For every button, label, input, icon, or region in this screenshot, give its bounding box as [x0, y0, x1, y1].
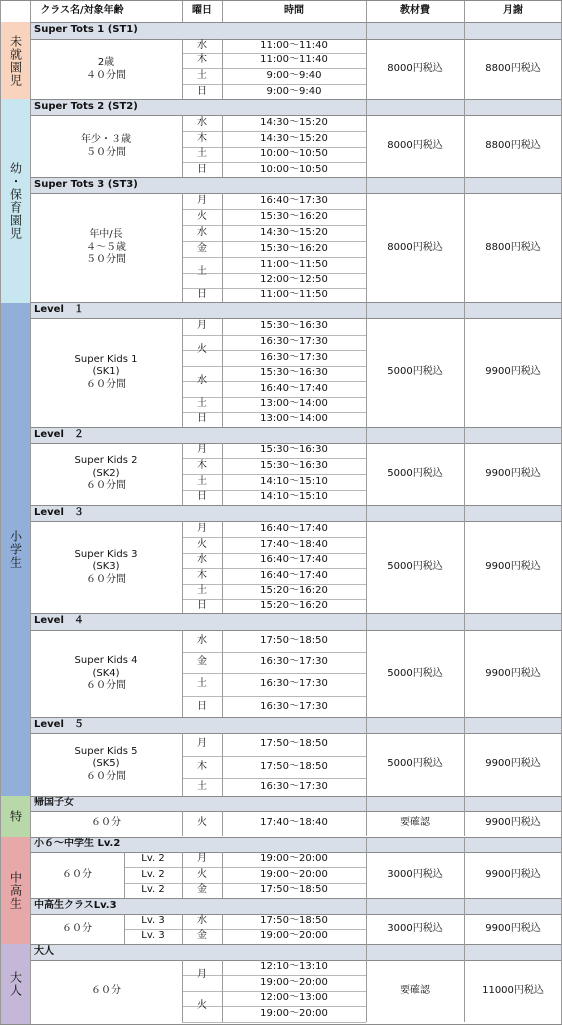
row-divider — [30, 717, 562, 718]
day-cell: 水 — [197, 554, 207, 566]
section-title: Level ４ — [30, 613, 562, 630]
class-description: 年中/長 ４〜５歳 ５０分間 — [86, 229, 126, 266]
time-cell: 16:40〜17:40 — [260, 522, 328, 534]
class-description: Super Kids 1 (SK1) ６０分間 — [74, 353, 138, 390]
column-divider — [182, 811, 183, 836]
row-divider — [30, 796, 562, 797]
day-cell: 水 — [197, 634, 207, 646]
monthly-fee: 9900円税込 — [485, 817, 541, 829]
day-cell: 日 — [197, 700, 207, 712]
time-cell: 11:00〜11:50 — [260, 289, 328, 301]
column-divider — [464, 177, 465, 303]
column-divider — [124, 852, 125, 898]
time-cell: 14:30〜15:20 — [260, 116, 328, 128]
row-divider — [30, 898, 562, 899]
category-label: 特 — [8, 810, 23, 823]
class-description: ６０分 — [62, 922, 92, 934]
day-cell: 水 — [197, 226, 207, 238]
class-description: 2歳 ４０分間 — [86, 57, 126, 81]
monthly-fee: 8800円税込 — [485, 241, 541, 253]
day-cell: 日 — [197, 413, 207, 425]
day-cell: 日 — [197, 600, 207, 612]
day-cell: 木 — [197, 54, 207, 66]
day-cell: 日 — [197, 163, 207, 175]
time-cell: 19:00〜20:00 — [260, 930, 328, 942]
day-cell: 月 — [197, 969, 207, 981]
day-cell: 月 — [197, 444, 207, 456]
class-description: 年少・３歳 ５０分間 — [81, 134, 131, 158]
time-cell: 16:40〜17:40 — [260, 554, 328, 566]
column-divider — [222, 914, 223, 944]
day-cell: 水 — [197, 375, 207, 387]
class-description: ６０分 — [62, 868, 92, 880]
column-divider — [30, 0, 31, 1024]
column-divider — [366, 177, 367, 303]
column-divider — [222, 318, 223, 427]
category-label: 幼・保育園児 — [8, 162, 23, 240]
category-cell-6 — [0, 944, 30, 1024]
day-cell: 木 — [197, 760, 207, 772]
day-cell: 日 — [197, 85, 207, 97]
time-cell: 14:10〜15:10 — [260, 475, 328, 487]
row-divider — [30, 944, 562, 945]
category-label: 中高生 — [8, 871, 23, 910]
category-cell-5 — [0, 837, 30, 944]
monthly-fee: 9900円税込 — [485, 922, 541, 934]
column-divider — [182, 39, 183, 100]
column-divider — [0, 0, 1, 1024]
time-cell: 17:50〜18:50 — [260, 884, 328, 896]
row-divider — [30, 427, 562, 428]
column-divider — [182, 630, 183, 718]
level-cell: Lv. 2 — [141, 868, 165, 880]
class-description: Super Kids 2 (SK2) ６０分間 — [74, 455, 138, 492]
monthly-fee: 9900円税込 — [485, 561, 541, 573]
column-divider — [222, 443, 223, 505]
row-divider — [182, 1022, 366, 1023]
section-title: 小６〜中学生 Lv.2 — [30, 837, 562, 852]
day-cell: 火 — [197, 868, 207, 880]
class-description: Super Kids 5 (SK5) ６０分間 — [74, 745, 138, 782]
time-cell: 17:50〜18:50 — [260, 634, 328, 646]
material-fee: 5000円税込 — [387, 667, 443, 679]
day-cell: 火 — [197, 210, 207, 222]
row-divider — [30, 837, 562, 838]
column-divider — [182, 521, 183, 614]
level-cell: Lv. 3 — [141, 930, 165, 942]
column-divider — [366, 796, 367, 836]
time-cell: 16:30〜17:30 — [260, 780, 328, 792]
row-divider — [30, 22, 562, 23]
class-description: Super Kids 3 (SK3) ６０分間 — [74, 548, 138, 585]
time-cell: 14:30〜15:20 — [260, 226, 328, 238]
time-cell: 16:30〜17:30 — [260, 351, 328, 363]
category-cell-2 — [0, 99, 30, 303]
section-title: Level １ — [30, 302, 562, 318]
time-cell: 15:20〜16:20 — [260, 600, 328, 612]
day-cell: 土 — [197, 780, 207, 792]
time-cell: 17:50〜18:50 — [260, 915, 328, 927]
time-cell: 15:30〜16:20 — [260, 210, 328, 222]
column-divider — [464, 99, 465, 178]
time-cell: 17:50〜18:50 — [260, 760, 328, 772]
day-cell: 木 — [197, 132, 207, 144]
time-cell: 11:00〜11:50 — [260, 258, 328, 270]
row-divider — [30, 99, 562, 100]
time-cell: 17:40〜18:40 — [260, 538, 328, 550]
day-cell: 月 — [197, 320, 207, 332]
time-cell: 16:30〜17:30 — [260, 700, 328, 712]
time-cell: 9:00〜9:40 — [266, 69, 322, 81]
column-divider — [222, 0, 223, 22]
monthly-fee: 11000円税込 — [482, 984, 544, 996]
time-cell: 16:40〜17:40 — [260, 569, 328, 581]
time-cell: 17:40〜18:40 — [260, 817, 328, 829]
day-cell: 金 — [197, 656, 207, 668]
time-cell: 12:00〜13:00 — [260, 992, 328, 1004]
column-divider — [464, 944, 465, 1022]
column-divider — [222, 852, 223, 898]
column-divider — [366, 99, 367, 178]
column-divider — [366, 427, 367, 505]
column-divider — [464, 0, 465, 22]
row-divider — [0, 0, 562, 1]
time-cell: 11:00〜11:40 — [260, 54, 328, 66]
column-divider — [222, 733, 223, 796]
day-cell: 月 — [197, 194, 207, 206]
column-divider — [222, 960, 223, 1022]
column-divider — [182, 914, 183, 944]
header-monthly: 月謝 — [464, 0, 562, 22]
section-title: Level ３ — [30, 505, 562, 521]
category-label: 未就園児 — [8, 34, 23, 87]
section-title: Level ５ — [30, 717, 562, 733]
column-divider — [366, 613, 367, 718]
row-divider — [30, 177, 562, 178]
day-cell: 日 — [197, 491, 207, 503]
column-divider — [464, 427, 465, 505]
column-divider — [366, 944, 367, 1022]
time-cell: 15:30〜16:20 — [260, 242, 328, 254]
time-cell: 16:30〜17:30 — [260, 678, 328, 690]
category-label: 大人 — [8, 971, 23, 997]
section-title: Super Tots 3 (ST3) — [30, 177, 562, 193]
category-label: 小学生 — [8, 530, 23, 569]
column-divider — [366, 302, 367, 427]
column-divider — [222, 193, 223, 303]
day-cell: 木 — [197, 459, 207, 471]
material-fee: 8000円税込 — [387, 140, 443, 152]
day-cell: 火 — [197, 344, 207, 356]
section-title: 中高生クラスLv.3 — [30, 898, 562, 914]
material-fee: 8000円税込 — [387, 63, 443, 75]
time-cell: 19:00〜20:00 — [260, 868, 328, 880]
category-cell-4 — [0, 796, 30, 837]
day-cell: 土 — [197, 398, 207, 410]
column-divider — [222, 115, 223, 178]
level-cell: Lv. 2 — [141, 884, 165, 896]
class-description: Super Kids 4 (SK4) ６０分間 — [74, 655, 138, 692]
column-divider — [366, 717, 367, 796]
column-divider — [366, 837, 367, 898]
time-cell: 19:00〜20:00 — [260, 976, 328, 988]
material-fee: 5000円税込 — [387, 467, 443, 479]
day-cell: 火 — [197, 817, 207, 829]
monthly-fee: 9900円税込 — [485, 667, 541, 679]
monthly-fee: 9900円税込 — [485, 868, 541, 880]
time-cell: 19:00〜20:00 — [260, 1007, 328, 1019]
day-cell: 金 — [197, 884, 207, 896]
time-cell: 14:30〜15:20 — [260, 132, 328, 144]
section-title: Level ２ — [30, 427, 562, 443]
column-divider — [182, 733, 183, 796]
day-cell: 土 — [197, 148, 207, 160]
day-cell: 水 — [197, 39, 207, 51]
row-divider — [30, 302, 562, 303]
day-cell: 土 — [197, 585, 207, 597]
header-day: 曜日 — [182, 0, 222, 22]
day-cell: 月 — [197, 738, 207, 750]
column-divider — [464, 22, 465, 100]
class-description: ６０分 — [91, 984, 121, 996]
column-divider — [222, 630, 223, 718]
time-cell: 16:30〜17:30 — [260, 656, 328, 668]
monthly-fee: 8800円税込 — [485, 63, 541, 75]
category-cell-3 — [0, 303, 30, 796]
column-divider — [182, 193, 183, 303]
section-title: 帰国子女 — [30, 796, 562, 811]
time-cell: 16:40〜17:40 — [260, 382, 328, 394]
section-title: Super Tots 1 (ST1) — [30, 22, 562, 39]
header-material: 教材費 — [366, 0, 464, 22]
material-fee: 5000円税込 — [387, 758, 443, 770]
column-divider — [182, 318, 183, 427]
time-cell: 12:00〜12:50 — [260, 274, 328, 286]
header-time: 時間 — [222, 0, 366, 22]
time-cell: 15:30〜16:30 — [260, 459, 328, 471]
day-cell: 金 — [197, 242, 207, 254]
day-cell: 水 — [197, 915, 207, 927]
time-cell: 16:40〜17:30 — [260, 194, 328, 206]
column-divider — [464, 898, 465, 944]
column-divider — [182, 115, 183, 178]
time-cell: 10:00〜10:50 — [260, 163, 328, 175]
column-divider — [182, 443, 183, 505]
column-divider — [222, 521, 223, 614]
material-fee: 3000円税込 — [387, 868, 443, 880]
day-cell: 土 — [197, 266, 207, 278]
material-fee: 要確認 — [400, 817, 430, 829]
column-divider — [222, 811, 223, 836]
material-fee: 5000円税込 — [387, 366, 443, 378]
material-fee: 8000円税込 — [387, 241, 443, 253]
day-cell: 日 — [197, 289, 207, 301]
column-divider — [464, 796, 465, 836]
column-divider — [182, 960, 183, 1022]
day-cell: 月 — [197, 522, 207, 534]
column-divider — [222, 39, 223, 100]
time-cell: 9:00〜9:40 — [266, 85, 322, 97]
time-cell: 15:30〜16:30 — [260, 367, 328, 379]
time-cell: 15:20〜16:20 — [260, 585, 328, 597]
column-divider — [366, 898, 367, 944]
time-cell: 10:00〜10:50 — [260, 148, 328, 160]
column-divider — [366, 22, 367, 100]
time-cell: 17:50〜18:50 — [260, 738, 328, 750]
column-divider — [464, 837, 465, 898]
header-class: クラス名/対象年齢 — [30, 0, 134, 22]
day-cell: 火 — [197, 538, 207, 550]
column-divider — [464, 717, 465, 796]
time-cell: 13:00〜14:00 — [260, 398, 328, 410]
monthly-fee: 9900円税込 — [485, 366, 541, 378]
level-cell: Lv. 2 — [141, 853, 165, 865]
category-cell-1 — [0, 22, 30, 99]
monthly-fee: 8800円税込 — [485, 140, 541, 152]
column-divider — [366, 505, 367, 614]
row-divider — [30, 505, 562, 506]
material-fee: 要確認 — [400, 984, 430, 996]
column-divider — [464, 505, 465, 614]
day-cell: 土 — [197, 69, 207, 81]
time-cell: 12:10〜13:10 — [260, 961, 328, 973]
day-cell: 土 — [197, 475, 207, 487]
monthly-fee: 9900円税込 — [485, 467, 541, 479]
column-divider — [182, 852, 183, 898]
column-divider — [464, 302, 465, 427]
class-description: ６０分 — [91, 817, 121, 829]
column-divider — [464, 613, 465, 718]
time-cell: 19:00〜20:00 — [260, 853, 328, 865]
time-cell: 14:10〜15:10 — [260, 491, 328, 503]
section-title: Super Tots 2 (ST2) — [30, 99, 562, 115]
column-divider — [182, 0, 183, 22]
day-cell: 金 — [197, 930, 207, 942]
day-cell: 月 — [197, 853, 207, 865]
day-cell: 火 — [197, 1000, 207, 1012]
level-cell: Lv. 3 — [141, 915, 165, 927]
day-cell: 土 — [197, 678, 207, 690]
column-divider — [124, 914, 125, 944]
monthly-fee: 9900円税込 — [485, 758, 541, 770]
material-fee: 5000円税込 — [387, 561, 443, 573]
time-cell: 16:30〜17:30 — [260, 336, 328, 348]
time-cell: 15:30〜16:30 — [260, 320, 328, 332]
time-cell: 15:30〜16:30 — [260, 444, 328, 456]
time-cell: 11:00〜11:40 — [260, 39, 328, 51]
time-cell: 13:00〜14:00 — [260, 413, 328, 425]
day-cell: 木 — [197, 569, 207, 581]
row-divider — [30, 613, 562, 614]
day-cell: 水 — [197, 116, 207, 128]
material-fee: 3000円税込 — [387, 922, 443, 934]
column-divider — [366, 0, 367, 22]
section-title: 大人 — [30, 944, 562, 960]
